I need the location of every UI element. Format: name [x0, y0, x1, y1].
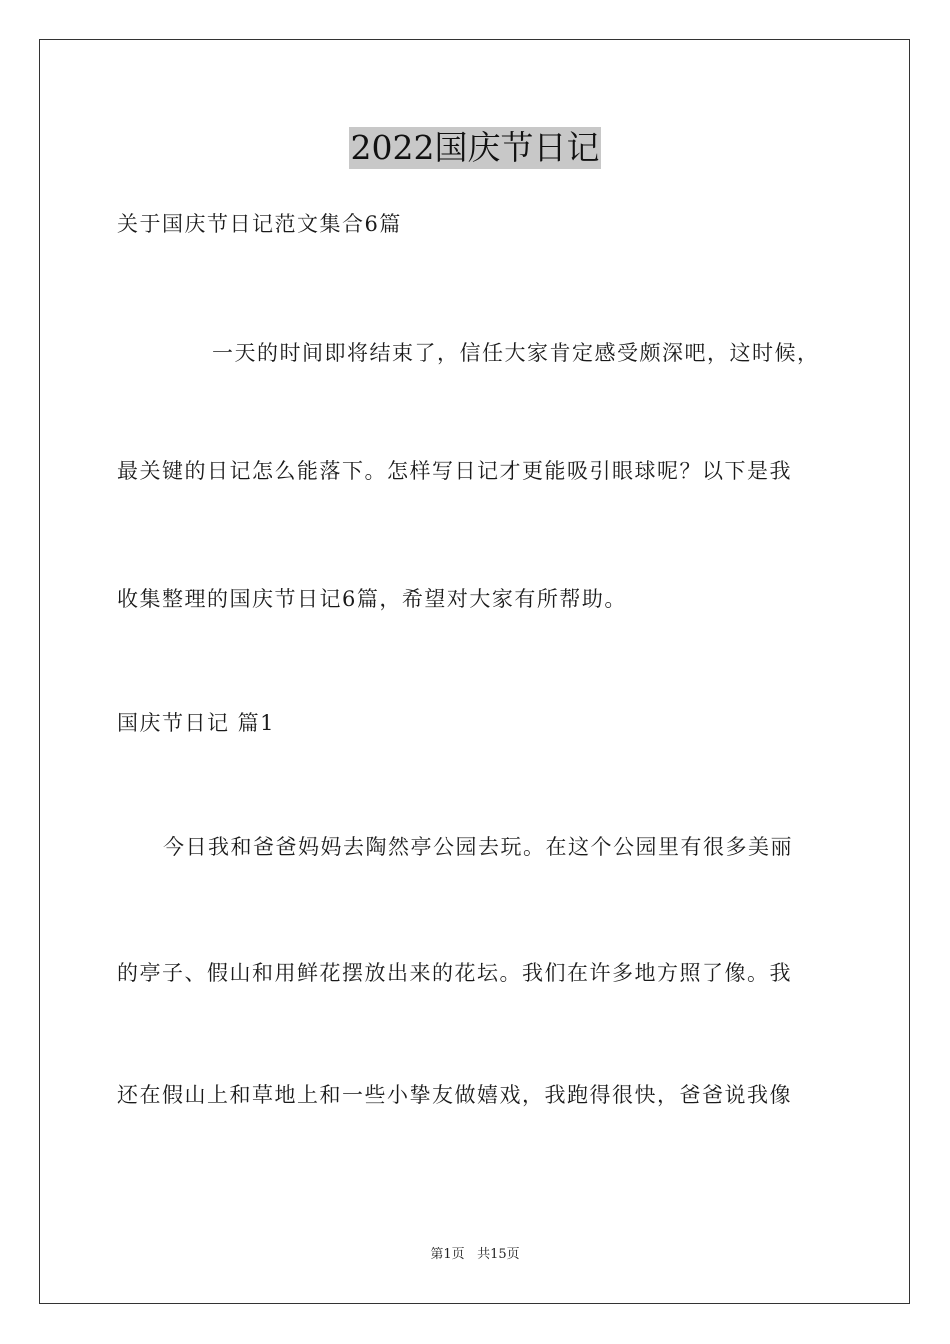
body-line-1: 今日我和爸爸妈妈去陶然亭公园去玩。在这个公园里有很多美丽 [163, 835, 793, 859]
document-subtitle: 关于国庆节日记范文集合6篇 [117, 212, 402, 236]
intro-line-3: 收集整理的国庆节日记6篇，希望对大家有所帮助。 [117, 587, 627, 611]
body-line-2: 的亭子、假山和用鲜花摆放出来的花坛。我们在许多地方照了像。我 [117, 961, 792, 985]
body-line-3: 还在假山上和草地上和一些小挚友做嬉戏，我跑得很快，爸爸说我像 [117, 1083, 792, 1107]
intro-line-1: 一天的时间即将结束了，信任大家肯定感受颇深吧，这时候， [212, 341, 820, 365]
page-footer [0, 1246, 950, 1264]
page-total: 共15页 [477, 1247, 520, 1262]
section-heading: 国庆节日记 篇1 [117, 711, 276, 735]
document-title: 2022国庆节日记 [350, 128, 600, 167]
page-number: 第1页 [430, 1247, 465, 1262]
intro-line-2: 最关键的日记怎么能落下。怎样写日记才更能吸引眼球呢？以下是我 [117, 459, 792, 483]
title-container [0, 127, 950, 169]
